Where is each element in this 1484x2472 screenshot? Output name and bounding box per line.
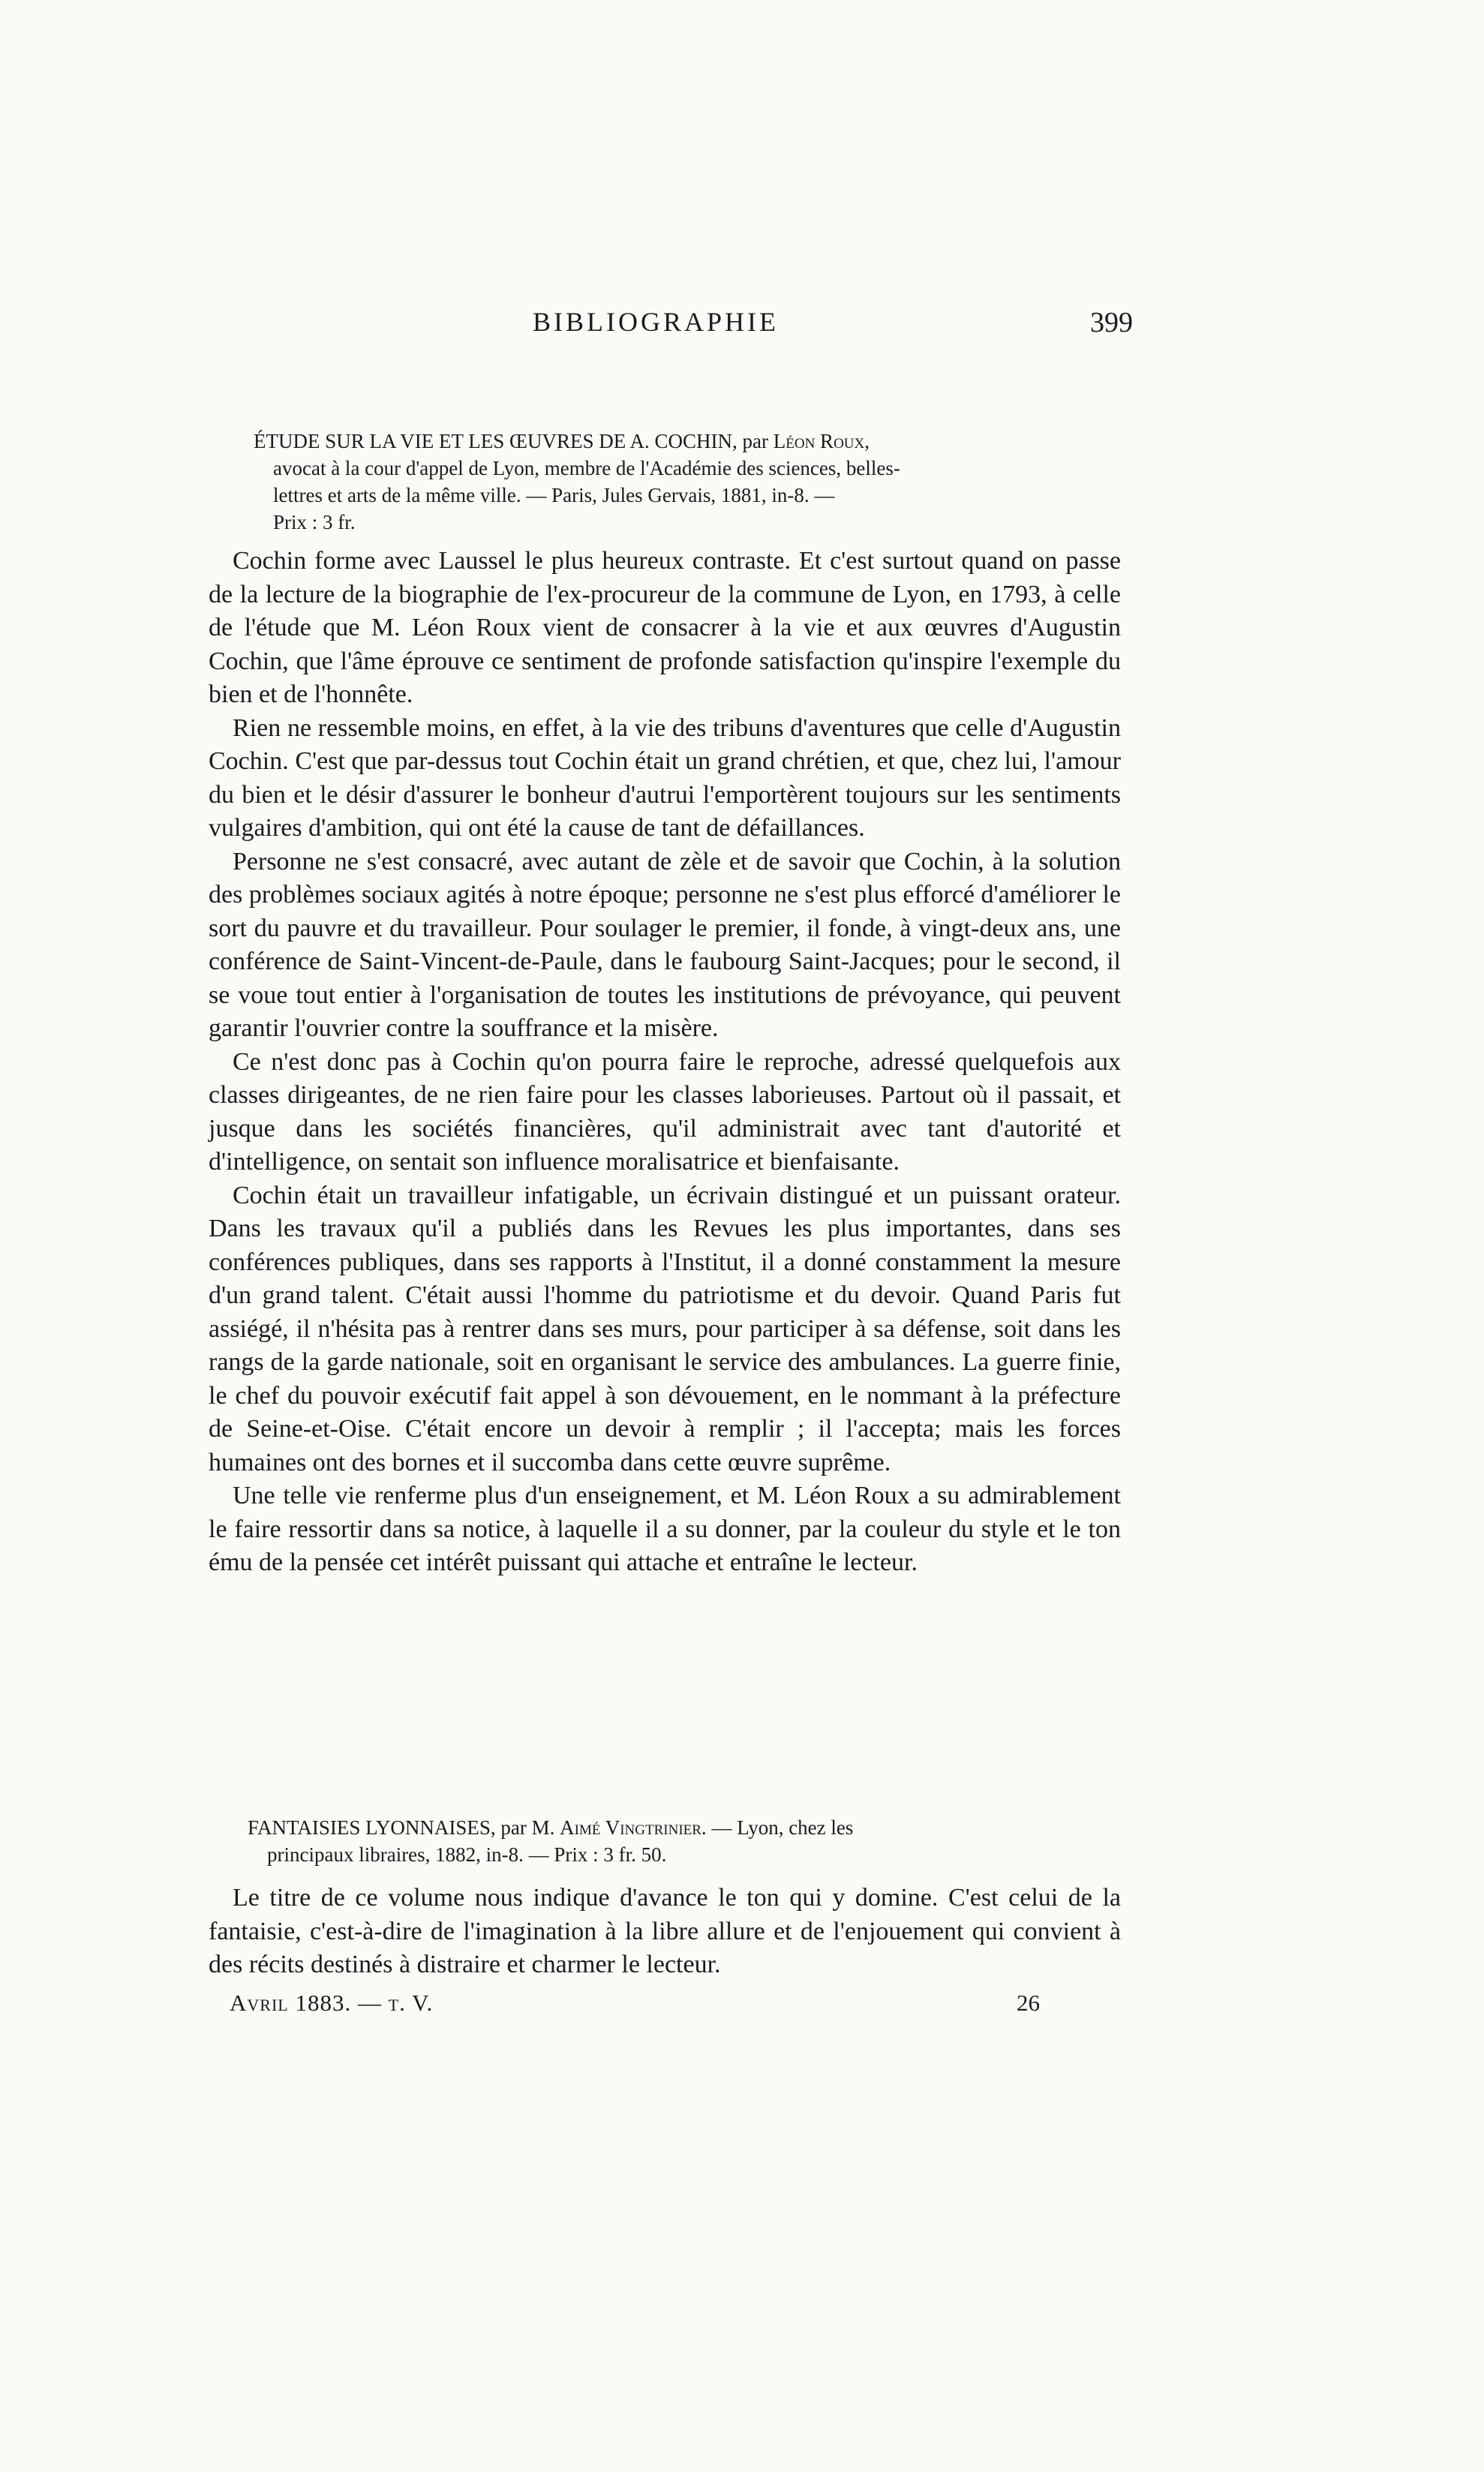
entry-2-publisher: — Lyon, chez les [711,1816,854,1839]
entry-1-author: Léon Roux, [773,430,870,452]
page-footer [230,1990,1040,2023]
entry-1-line-2: avocat à la cour d'appel de Lyon, membre de l'Académie des sciences, belles- [273,457,900,479]
running-title: BIBLIOGRAPHIE [533,307,779,337]
review-2-text [209,1882,1121,1982]
entry-1-line-4: Prix : 3 fr. [273,511,356,533]
entry-1-line-3: lettres et arts de la même ville. — Paris, Jules Gervais, 1881, in-8. — [273,484,835,506]
review-1-paragraph-6: Une telle vie renferme plus d'un enseignement, et M. Léon Roux a su admirablement le faire ressortir dans sa notice, à laquelle il a su donner, par la couleur du style et le ton ému de la pensée cet intérêt puissant qui attache et entraîne le lecteur. [209,1482,1121,1576]
signature-mark: 26 [1017,1990,1040,2016]
bibliographic-entry-1 [254,428,1065,536]
review-1-paragraph-4: Ce n'est donc pas à Cochin qu'on pourra faire le reproche, adressé quelquefois aux classes dirigeantes, de ne rien faire pour les classes laborieuses. Partout où il passait, et jusque dans les sociétés financières, qu'il administrait avec tant d'autorité et d'intelligence, on sentait son influence moralisatrice et bienfaisante. [209,1047,1121,1176]
entry-2-author: Aimé Vingtrinier. [560,1816,707,1839]
review-1-paragraph-5: Cochin était un travailleur infatigable, un écrivain distingué et un puissant orateur. Dans les travaux qu'il a publiés dans les Revues les plus importantes, dans ses conférences publiques, dans ses rapports à l'Institut, il a donné constamment la mesure d'un grand talent. C'était aussi l'homme du patriotisme et du devoir. Quand Paris fut assiégé, il n'hésita pas à rentrer dans ses murs, pour participer à sa défense, soit dans les rangs de la garde nationale, soit en organisant le service des ambulances. La guerre finie, le chef du pouvoir exécutif fait appel à son dévouement, en le nommant à la préfecture de Seine-et-Oise. C'était encore un devoir à remplir ; il l'accepta; mais les forces humaines ont des bornes et il succomba dans cette œuvre suprême. [209,1181,1121,1476]
page-number: 399 [1090,307,1133,338]
issue-date: Avril 1883. — t. V. [230,1990,434,2016]
page-header [210,306,1133,351]
entry-2-line-2: principaux libraires, 1882, in-8. — Prix : 3 fr. 50. [267,1843,667,1866]
entry-1-title: ÉTUDE SUR LA VIE ET LES ŒUVRES DE A. COCHIN, [254,430,737,452]
review-1-paragraph-2: Rien ne ressemble moins, en effet, à la vie des tribuns d'aventures que celle d'Augustin Cochin. C'est que par-dessus tout Cochin était un grand chrétien, et que, chez lui, l'amour du bien et le désir d'assurer le bonheur d'autrui l'emportèrent toujours sur les sentiments vulgaires d'ambition, qui ont été la cause de tant de défaillances. [209,713,1121,842]
entry-1-by: par [742,430,769,452]
review-1-paragraph-1: Cochin forme avec Laussel le plus heureux contraste. Et c'est surtout quand on passe de la lecture de la biographie de l'ex-procureur de la commune de Lyon, en 1793, à celle de l'étude que M. Léon Roux vient de consacrer à la vie et aux œuvres d'Augustin Cochin, que l'âme éprouve ce sentiment de profonde satisfaction qu'inspire l'exemple du bien et de l'honnête. [209,547,1121,708]
entry-2-title: FANTAISIES LYONNAISES, [248,1816,496,1839]
review-1-text [209,545,1121,1580]
bibliographic-entry-2 [248,1814,1080,1868]
entry-2-by: par M. [500,1816,555,1839]
review-2-paragraph-1: Le titre de ce volume nous indique d'avance le ton qui y domine. C'est celui de la fantaisie, c'est-à-dire de l'imagination à la libre allure et de l'enjouement qui convient à des récits destinés à distraire et charmer le lecteur. [209,1884,1121,1978]
review-1-paragraph-3: Personne ne s'est consacré, avec autant de zèle et de savoir que Cochin, à la solution des problèmes sociaux agités à notre époque; personne ne s'est plus efforcé d'améliorer le sort du pauvre et du travailleur. Pour soulager le premier, il fonde, à vingt-deux ans, une conférence de Saint-Vincent-de-Paule, dans le faubourg Saint-Jacques; pour le second, il se voue tout entier à l'organisation de toutes les institutions de prévoyance, qui peuvent garantir l'ouvrier contre la souffrance et la misère. [209,847,1121,1042]
